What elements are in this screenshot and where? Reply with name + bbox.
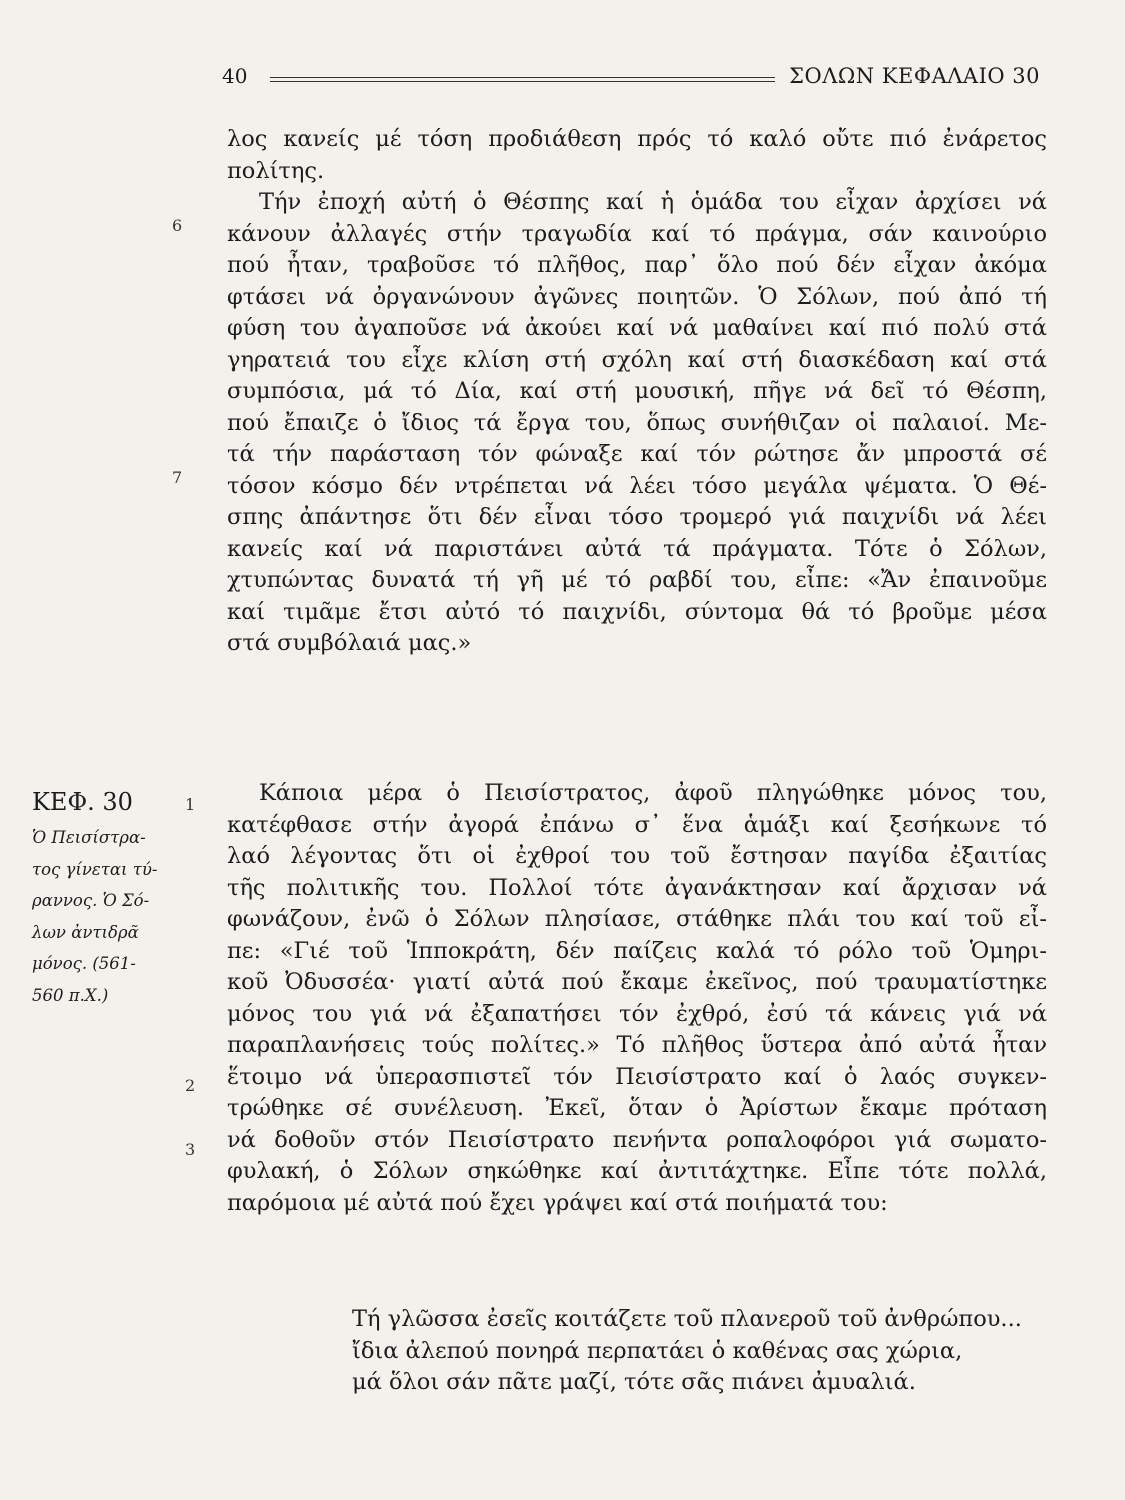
text-line: κοῦ Ὀδυσσέα· γιατί αὐτά πού ἔκαμε ἐκεῖνος, πού τραυματίστηκε	[227, 969, 1047, 995]
margin-number: 1	[185, 795, 196, 814]
poem-line: ἴδια ἀλεπού πονηρά περπατάει ὁ καθένας σας χώρια,	[352, 1337, 963, 1364]
text-line: πε: «Γιέ τοῦ Ἱπποκράτη, δέν παίζεις καλά τό ρόλο τοῦ Ὁμηρι-	[227, 937, 1047, 964]
text-line: πού ἦταν, τραβοῦσε τό πλῆθος, παρ᾽ ὅλο πού δέν εἶχαν ἀκόμα	[227, 252, 1047, 278]
text-line: ἕτοιμο νά ὑπερασπιστεῖ τόν Πεισίστρατο καί ὁ λαός συγκεν-	[227, 1063, 1047, 1090]
margin-number: 6	[172, 216, 183, 235]
margin-number: 2	[185, 1076, 196, 1095]
text-line: κατέφθασε στήν ἀγορά ἐπάνω σ᾽ ἕνα ἁμάξι καί ξεσήκωνε τό	[227, 811, 1047, 838]
text-line: χτυπώντας δυνατά τή γῆ μέ τό ραβδί του, εἶπε: «Ἄν ἐπαινοῦμε	[227, 567, 1047, 593]
sidenote-line: τος γίνεται τύ-	[32, 859, 158, 879]
sidenote-line: 560 π.Χ.)	[32, 985, 109, 1005]
text-line: παραπλανήσεις τούς πολίτες.» Τό πλῆθος ὕστερα ἀπό αὐτά ἦταν	[227, 1032, 1047, 1058]
text-line: καί τιμᾶμε ἔτσι αὐτό τό παιχνίδι, σύντομα θά τό βροῦμε μέσα	[227, 598, 1047, 625]
text-line: τῆς πολιτικῆς του. Πολλοί τότε ἀγανάκτησαν καί ἄρχισαν νά	[227, 874, 1047, 901]
poem-line: μά ὅλοι σάν πᾶτε μαζί, τότε σᾶς πιάνει ἀμυαλιά.	[352, 1369, 916, 1395]
text-line: πολίτης.	[227, 157, 325, 184]
text-line: φτάσει νά ὀργανώνουν ἀγῶνες ποιητῶν. Ὁ Σόλων, πού ἀπό τή	[227, 283, 1047, 310]
text-block-1	[227, 124, 1047, 660]
margin-number: 7	[172, 468, 183, 487]
text-line: στά συμβόλαιά μας.»	[227, 630, 472, 656]
text-line: Κάποια μέρα ὁ Πεισίστρατος, ἀφοῦ πληγώθηκε μόνος του,	[259, 780, 1047, 806]
text-line: φωνάζουν, ἐνῶ ὁ Σόλων πλησίασε, στάθηκε πλάι του καί τοῦ εἶ-	[227, 906, 1047, 932]
text-line: γηρατειά του εἶχε κλίση στή σχόλη καί στή διασκέδαση καί στά	[227, 346, 1047, 373]
text-line: Τήν ἐποχή αὐτή ὁ Θέσπης καί ἡ ὁμάδα του εἶχαν ἀρχίσει νά	[259, 189, 1047, 215]
sidenote-line: λων ἀντιδρᾶ	[32, 922, 139, 942]
chapter-sidenote	[32, 788, 182, 1011]
margin-number: 3	[185, 1140, 196, 1159]
text-line: τόσον κόσμο δέν ντρέπεται νά λέει τόσο μεγάλα ψέματα. Ὁ Θέ-	[227, 472, 1047, 499]
text-line: κάνουν ἀλλαγές στήν τραγωδία καί τό πράγμα, σάν καινούριο	[227, 220, 1047, 247]
text-line: τά τήν παράσταση τόν φώναξε καί τόν ρώτησε ἄν μπροστά σέ	[227, 441, 1047, 467]
sidenote-title: ΚΕΦ. 30	[32, 788, 133, 816]
text-line: φυλακή, ὁ Σόλων σηκώθηκε καί ἀντιτάχτηκε. Εἶπε τότε πολλά,	[227, 1158, 1047, 1184]
text-line: παρόμοια μέ αὐτά πού ἔχει γράψει καί στά ποιήματά του:	[227, 1189, 888, 1216]
text-line: συμπόσια, μά τό Δία, καί στή μουσική, πῆγε νά δεῖ τό Θέσπη,	[227, 378, 1047, 404]
sidenote-line: Ὁ Πεισίστρα-	[32, 828, 146, 847]
text-line: πού ἔπαιζε ὁ ἴδιος τά ἔργα του, ὅπως συνήθιζαν οἱ παλαιοί. Με-	[227, 409, 1047, 436]
page-header	[222, 58, 1040, 94]
text-line: κανείς καί νά παριστάνει αὐτά τά πράγματα. Τότε ὁ Σόλων,	[227, 535, 1047, 562]
poem-line: Τή γλῶσσα ἐσεῖς κοιτάζετε τοῦ πλανεροῦ τοῦ ἀνθρώπου...	[352, 1306, 1022, 1332]
text-line: τρώθηκε σέ συνέλευση. Ἐκεῖ, ὅταν ὁ Ἀρίστων ἔκαμε πρόταση	[227, 1095, 1047, 1121]
poem-quote	[352, 1304, 1052, 1399]
text-block-2	[227, 778, 1047, 1219]
running-title: ΣΟΛΩΝ ΚΕΦΑΛΑΙΟ 30	[789, 64, 1040, 88]
sidenote-line: ραννος. Ὁ Σό-	[32, 891, 150, 910]
text-line: σπης ἀπάντησε ὅτι δέν εἶναι τόσο τρομερό γιά παιχνίδι νά λέει	[227, 504, 1047, 530]
text-line: νά δοθοῦν στόν Πεισίστρατο πενήντα ροπαλοφόροι γιά σωματο-	[227, 1126, 1047, 1153]
text-line: λος κανείς μέ τόση προδιάθεση πρός τό καλό οὔτε πιό ἐνάρετος	[227, 126, 1047, 152]
header-rule	[270, 77, 775, 82]
sidenote-line: μόνος. (561-	[32, 954, 136, 973]
text-line: φύση του ἀγαποῦσε νά ἀκούει καί νά μαθαίνει καί πιό πολύ στά	[227, 315, 1047, 341]
page-number: 40	[222, 64, 248, 88]
text-line: λαό λέγοντας ὅτι οἱ ἐχθροί του τοῦ ἔστησαν παγίδα ἐξαιτίας	[227, 843, 1047, 869]
text-line: μόνος του γιά νά ἐξαπατήσει τόν ἐχθρό, ἐσύ τά κάνεις γιά νά	[227, 1000, 1047, 1027]
